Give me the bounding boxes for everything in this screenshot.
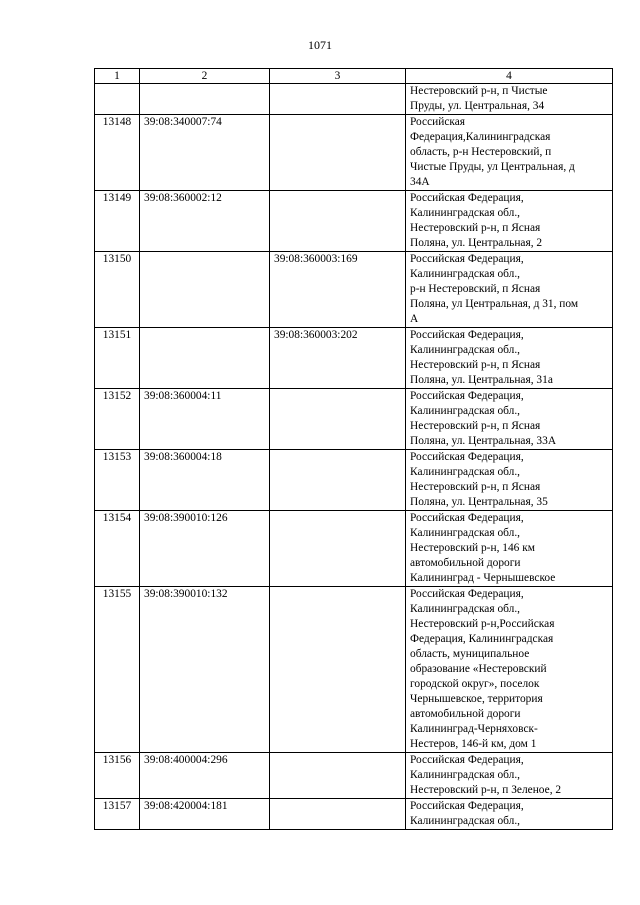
address-line: р-н Нестеровский, п Ясная xyxy=(410,283,541,295)
cadastral-number-cell: 39:08:360004:18 xyxy=(140,450,270,511)
row-number-cell: 13148 xyxy=(95,115,140,191)
address-line: автомобильной дороги xyxy=(410,557,521,569)
address-line: Поляна, ул. Центральная, 2 xyxy=(410,237,543,249)
address-line: Российская Федерация, xyxy=(410,588,524,600)
address-line: Нестеров, 146-й км, дом 1 xyxy=(410,738,537,750)
address-line: область, муниципальное xyxy=(410,648,530,660)
cadastral-number-cell xyxy=(140,84,270,115)
address-line: Поляна, ул. Центральная, 33А xyxy=(410,435,557,447)
cadastral-number-cell: 39:08:390010:126 xyxy=(140,511,270,587)
address-line: Российская Федерация, xyxy=(410,329,524,341)
cadastral-number-alt-cell xyxy=(270,84,406,115)
address-cell xyxy=(406,511,613,587)
cadastral-number-cell: 39:08:360002:12 xyxy=(140,191,270,252)
address-line: Калининградская обл., xyxy=(410,268,521,280)
address-line: Федерация, Калининградская xyxy=(410,633,554,645)
address-cell xyxy=(406,115,613,191)
header-row xyxy=(95,69,613,84)
address-line: Поляна, ул Центральная, д 31, пом xyxy=(410,298,579,310)
address-line: образование «Нестеровский xyxy=(410,663,547,675)
address-line: Калининградская обл., xyxy=(410,769,521,781)
address-cell xyxy=(406,252,613,328)
address-line: городской округ», поселок xyxy=(410,678,540,690)
address-cell xyxy=(406,191,613,252)
address-line: Нестеровский р-н, п Зеленое, 2 xyxy=(410,784,562,796)
address-line: А xyxy=(410,313,419,325)
row-number-cell: 13155 xyxy=(95,587,140,753)
address-line: Чистые Пруды, ул Центральная, д xyxy=(410,161,575,173)
address-line: Российская Федерация, xyxy=(410,800,524,812)
cadastral-number-alt-cell xyxy=(270,191,406,252)
address-line: Поляна, ул. Центральная, 35 xyxy=(410,496,548,508)
table-row xyxy=(95,252,613,328)
address-line: Российская xyxy=(410,116,466,128)
row-number-cell: 13153 xyxy=(95,450,140,511)
row-number-cell: 13151 xyxy=(95,328,140,389)
address-cell xyxy=(406,389,613,450)
address-line: Российская Федерация, xyxy=(410,192,524,204)
header-cell-1: 1 xyxy=(95,69,140,84)
address-line: 34А xyxy=(410,176,430,188)
address-line: Калининградская обл., xyxy=(410,466,521,478)
address-line: автомобильной дороги xyxy=(410,708,521,720)
table-row xyxy=(95,84,613,115)
table-row xyxy=(95,191,613,252)
page-number: 1071 xyxy=(308,38,332,52)
cadastral-number-cell: 39:08:400004:296 xyxy=(140,753,270,799)
address-line: Российская Федерация, xyxy=(410,390,524,402)
cadastral-number-alt-cell xyxy=(270,450,406,511)
address-line: Федерация,Калининградская xyxy=(410,131,551,143)
row-number-cell: 13149 xyxy=(95,191,140,252)
address-line: Нестеровский р-н, п Ясная xyxy=(410,481,541,493)
cadastral-number-cell: 39:08:360004:11 xyxy=(140,389,270,450)
address-line: Нестеровский р-н,Российская xyxy=(410,618,555,630)
address-line: Нестеровский р-н, п Чистые xyxy=(410,85,548,97)
table-row xyxy=(95,328,613,389)
address-line: Нестеровский р-н, п Ясная xyxy=(410,420,541,432)
cadastral-number-alt-cell xyxy=(270,753,406,799)
row-number-cell xyxy=(95,84,140,115)
address-line: Калининградская обл., xyxy=(410,527,521,539)
cadastral-number-cell xyxy=(140,252,270,328)
address-line: Калининградская обл., xyxy=(410,344,521,356)
address-line: область, р-н Нестеровский, п xyxy=(410,146,552,158)
address-line: Нестеровский р-н, п Ясная xyxy=(410,222,541,234)
address-cell xyxy=(406,84,613,115)
address-line: Нестеровский р-н, п Ясная xyxy=(410,359,541,371)
table-row xyxy=(95,799,613,830)
cadastral-number-cell: 39:08:390010:132 xyxy=(140,587,270,753)
registry-table xyxy=(94,68,613,830)
row-number-cell: 13152 xyxy=(95,389,140,450)
cadastral-number-alt-cell xyxy=(270,115,406,191)
table-row xyxy=(95,587,613,753)
row-number-cell: 13150 xyxy=(95,252,140,328)
address-cell xyxy=(406,328,613,389)
address-line: Калининградская обл., xyxy=(410,207,521,219)
header-cell-2: 2 xyxy=(140,69,270,84)
cadastral-number-alt-cell xyxy=(270,511,406,587)
cadastral-number-alt-cell: 39:08:360003:202 xyxy=(270,328,406,389)
row-number-cell: 13157 xyxy=(95,799,140,830)
address-cell xyxy=(406,450,613,511)
table-row xyxy=(95,450,613,511)
address-line: Калининградская обл., xyxy=(410,603,521,615)
address-line: Калининградская обл., xyxy=(410,405,521,417)
table-row xyxy=(95,511,613,587)
cadastral-number-alt-cell xyxy=(270,587,406,753)
table-row xyxy=(95,753,613,799)
address-line: Калининградская обл., xyxy=(410,815,521,827)
cadastral-number-alt-cell: 39:08:360003:169 xyxy=(270,252,406,328)
address-line: Калининград - Чернышевское xyxy=(410,572,556,584)
address-line: Чернышевское, территория xyxy=(410,693,543,705)
cadastral-number-cell: 39:08:420004:181 xyxy=(140,799,270,830)
address-cell xyxy=(406,587,613,753)
address-line: Нестеровский р-н, 146 км xyxy=(410,542,535,554)
address-cell xyxy=(406,753,613,799)
header-cell-4: 4 xyxy=(406,69,613,84)
address-line: Российская Федерация, xyxy=(410,451,524,463)
row-number-cell: 13154 xyxy=(95,511,140,587)
address-cell xyxy=(406,799,613,830)
table-row xyxy=(95,115,613,191)
address-line: Калининград-Черняховск- xyxy=(410,723,538,735)
cadastral-number-cell xyxy=(140,328,270,389)
cadastral-number-alt-cell xyxy=(270,799,406,830)
table-row xyxy=(95,389,613,450)
address-line: Российская Федерация, xyxy=(410,754,524,766)
address-line: Российская Федерация, xyxy=(410,512,524,524)
address-line: Поляна, ул. Центральная, 31а xyxy=(410,374,553,386)
cadastral-number-cell: 39:08:340007:74 xyxy=(140,115,270,191)
address-line: Пруды, ул. Центральная, 34 xyxy=(410,100,545,112)
address-line: Российская Федерация, xyxy=(410,253,524,265)
cadastral-number-alt-cell xyxy=(270,389,406,450)
row-number-cell: 13156 xyxy=(95,753,140,799)
header-cell-3: 3 xyxy=(270,69,406,84)
